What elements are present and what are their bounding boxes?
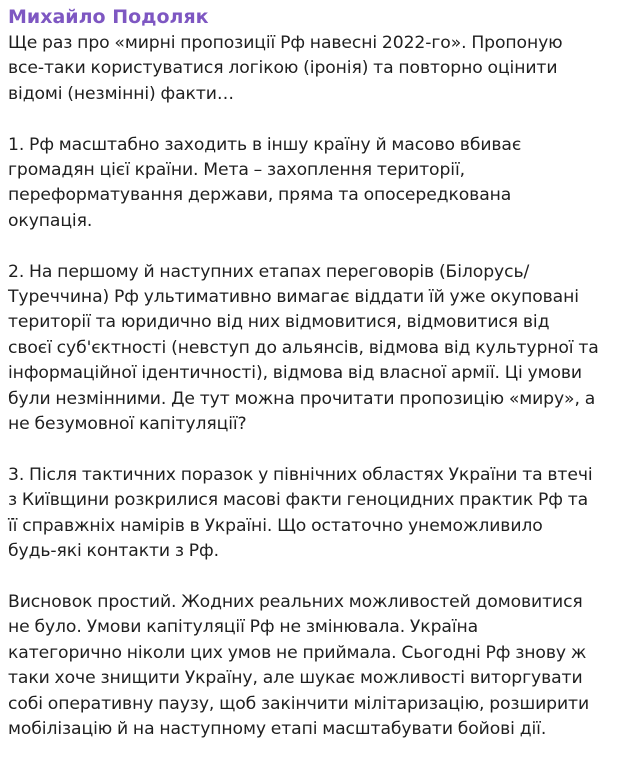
message-line: Ще раз про «мирні пропозиції Рф навесні 2022-го». Пропоную [8, 33, 563, 53]
message-paragraph [8, 31, 620, 107]
message-line: Туреччина) Рф ультимативно вимагає віддати їй уже окуповані [8, 287, 579, 308]
message-line: 3. Після тактичних поразок у північних областях України та втечі [8, 464, 593, 485]
message-line: собі оперативну паузу, щоб закінчити мілітаризацію, розширити [8, 693, 590, 714]
message-line: все-таки користуватися логікою (іронія) та повторно оцінити [8, 58, 558, 79]
message-line: 2. На першому й наступних етапах переговорів (Білорусь/ [8, 261, 530, 282]
message-line: окупація. [8, 210, 93, 231]
author-name[interactable]: Михайло Подоляк [8, 6, 209, 28]
message-line: інформаційної ідентичності), відмова від власної армії. Ці умови [8, 363, 582, 384]
message-line: категорично ніколи цих умов не приймала. Сьогодні Рф знову ж [8, 642, 587, 663]
message-line: території та юридично від них відмовитися, відмовитися від [8, 312, 550, 333]
message-line: з Київщини розкрилися масові факти геноцидних практик Рф та [8, 490, 589, 511]
message-line: не безумовної капітуляції? [8, 414, 247, 435]
message-line: своєї суб'єктності (невступ до альянсів, відмова від культурної та [8, 337, 599, 358]
message-text [8, 31, 620, 742]
message-line: не було. Умови капітуляції Рф не змінювала. Україна [8, 617, 479, 638]
message-line: переформатування держави, пряма та опосередкована [8, 185, 512, 206]
message-line: 1. Рф масштабно заходить в іншу країну й масово вбиває [8, 134, 522, 155]
message-line: Висновок простий. Жодних реальних можливостей домовитися [8, 591, 583, 612]
message-paragraph [8, 133, 620, 235]
message-line: громадян цієї країни. Мета – захоплення території, [8, 160, 465, 181]
message-paragraph [8, 463, 620, 565]
message-line: її справжніх намірів в Україні. Що остаточно унеможливило [8, 515, 543, 536]
message-line: відомі (незмінні) факти… [8, 83, 234, 104]
message-line: були незмінними. Де тут можна прочитати пропозицію «миру», а [8, 388, 596, 409]
message-paragraph [8, 260, 620, 438]
message-line: мобілізацію й на наступному етапі масштабувати бойові дії. [8, 718, 547, 739]
message-line: будь-які контакти з Рф. [8, 541, 219, 562]
message-line: таки хоче знищити Україну, але шукає можливості виторгувати [8, 668, 583, 689]
message-paragraph [8, 590, 620, 742]
